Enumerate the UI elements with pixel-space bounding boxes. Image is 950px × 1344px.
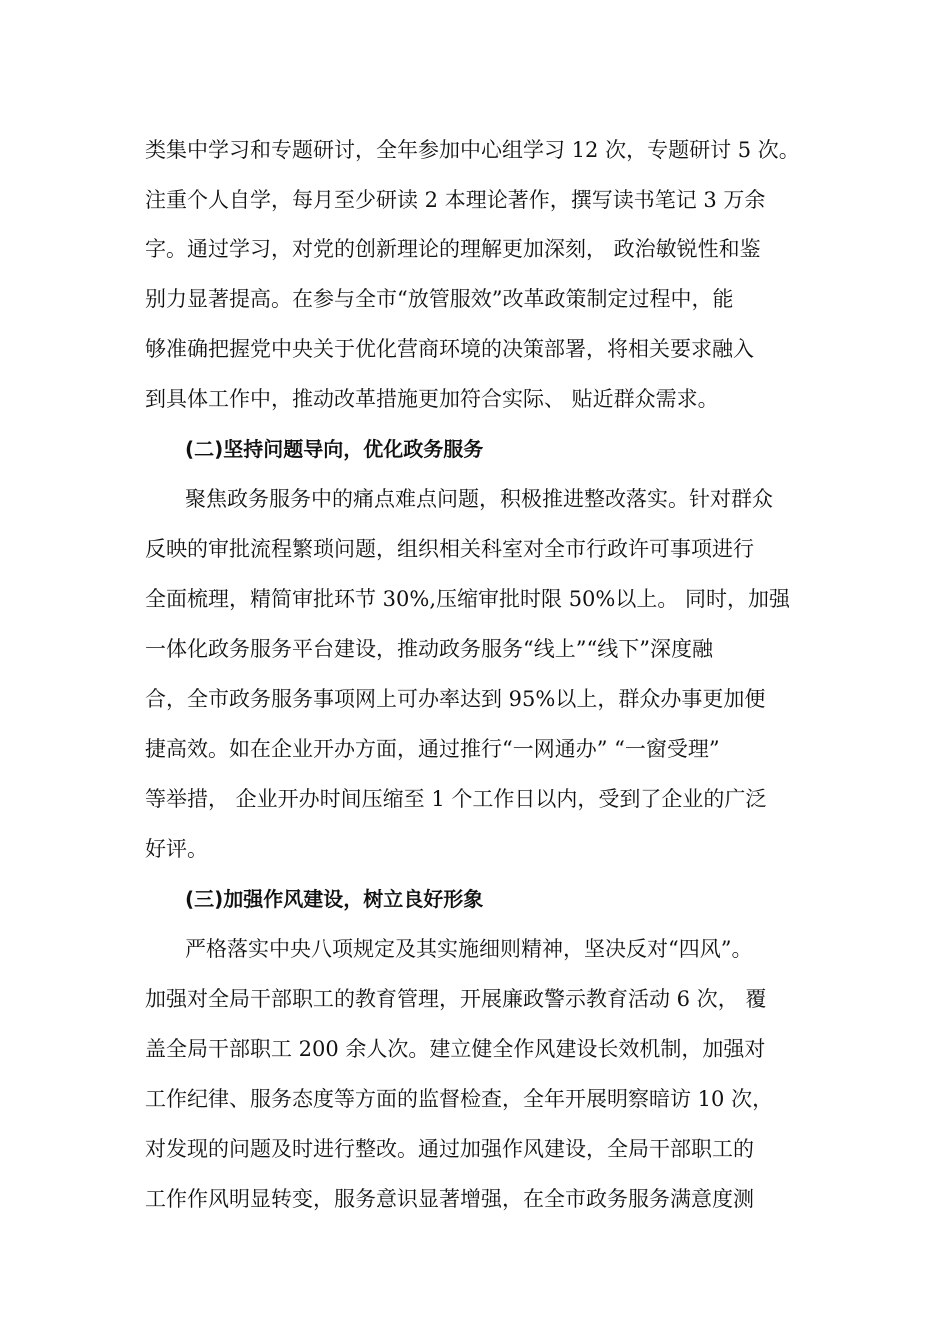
body-line-8: 反映的审批流程繁琐问题，组织相关科室对全市行政许可事项进行	[145, 537, 754, 561]
body-line-17: 盖全局干部职工 200 余人次。建立健全作风建设长效机制，加强对	[145, 1037, 766, 1061]
body-line-16: 加强对全局干部职工的教育管理，开展廉政警示教育活动 6 次， 覆	[145, 987, 767, 1011]
body-line-13: 等举措， 企业开办时间压缩至 1 个工作日以内，受到了企业的广泛	[145, 787, 767, 811]
body-line-3: 字。通过学习，对党的创新理论的理解更加深刻， 政治敏锐性和鉴	[145, 237, 761, 261]
body-line-20: 工作作风明显转变，服务意识显著增强，在全市政务服务满意度测	[145, 1187, 754, 1211]
section-heading-3: (三)加强作风建设，树立良好形象	[185, 887, 484, 911]
body-line-4: 别力显著提高。在参与全市“放管服效”改革政策制定过程中，能	[145, 287, 734, 311]
body-line-9: 全面梳理，精简审批环节 30%,压缩审批时限 50%以上。 同时，加强	[145, 587, 791, 611]
body-line-10: 一体化政务服务平台建设，推动政务服务“线上”“线下”深度融	[145, 637, 713, 661]
body-line-18: 工作纪律、服务态度等方面的监督检查，全年开展明察暗访 10 次，	[145, 1087, 774, 1111]
body-line-7: 聚焦政务服务中的痛点难点问题，积极推进整改落实。针对群众	[185, 487, 773, 511]
body-line-5: 够准确把握党中央关于优化营商环境的决策部署，将相关要求融入	[145, 337, 754, 361]
body-line-6: 到具体工作中，推动改革措施更加符合实际、 贴近群众需求。	[145, 387, 719, 411]
body-line-2: 注重个人自学，每月至少研读 2 本理论著作，撰写读书笔记 3 万余	[145, 188, 766, 212]
body-line-11: 合，全市政务服务事项网上可办率达到 95%以上，群众办事更加便	[145, 687, 766, 711]
body-line-12: 捷高效。如在企业开办方面，通过推行“一网通办” “一窗受理”	[145, 737, 720, 761]
body-line-1: 类集中学习和专题研讨，全年参加中心组学习 12 次，专题研讨 5 次。	[145, 138, 800, 162]
body-line-15: 严格落实中央八项规定及其实施细则精神，坚决反对“四风”。	[185, 937, 753, 961]
body-line-19: 对发现的问题及时进行整改。通过加强作风建设，全局干部职工的	[145, 1137, 754, 1161]
section-heading-2: (二)坚持问题导向，优化政务服务	[185, 437, 484, 461]
body-line-14: 好评。	[145, 837, 208, 861]
